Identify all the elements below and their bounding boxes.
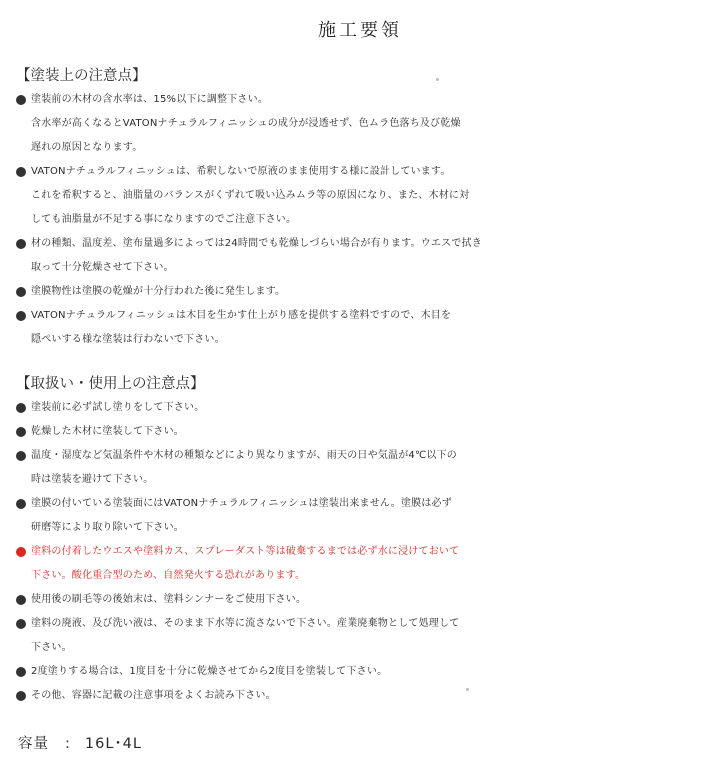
bullet-icon xyxy=(16,95,26,105)
painting-notes-list xyxy=(16,88,712,352)
page-title: 施工要領 xyxy=(318,20,402,41)
item-text: 含水率が高くなるとVATONナチュラルフィニッシュの成分が浸透せず、色ムラ色落ち及び乾燥 xyxy=(31,118,461,129)
list-item xyxy=(16,88,712,160)
item-text: 温度・湿度など気温条件や木材の種類などにより異なりますが、雨天の日や気温が4℃以下の xyxy=(31,450,457,461)
section-heading: 【塗装上の注意点】 xyxy=(16,68,147,84)
list-item xyxy=(16,684,712,708)
item-text: VATONナチュラルフィニッシュは、希釈しないで原液のまま使用する様に設計しています。 xyxy=(31,166,451,177)
bullet-icon xyxy=(16,451,26,461)
item-text: 乾燥した木材に塗装して下さい。 xyxy=(31,426,184,437)
list-item xyxy=(16,280,712,304)
item-text: 塗膜の付いている塗装面にはVATONナチュラルフィニッシュは塗装出来ません。塗膜は必ず xyxy=(31,498,452,509)
capacity-line xyxy=(18,732,142,753)
item-text: 塗料の廃液、及び洗い液は、そのまま下水等に流さないで下さい。産業廃棄物として処理して xyxy=(31,618,460,629)
item-text: VATONナチュラルフィニッシュは木目を生かす仕上がり感を提供する塗料ですので、木目を xyxy=(31,310,452,321)
bullet-icon xyxy=(16,667,26,677)
list-item xyxy=(16,420,712,444)
list-item xyxy=(16,660,712,684)
bullet-icon xyxy=(16,311,26,321)
handling-notes-list xyxy=(16,396,712,708)
bullet-icon xyxy=(16,239,26,249)
item-text: しても油脂量が不足する事になりますのでご注意下さい。 xyxy=(31,214,297,225)
fire-warning-item xyxy=(16,540,712,588)
list-item xyxy=(16,492,712,540)
item-text: 時は塗装を避けて下さい。 xyxy=(31,474,154,485)
warning-text: 下さい。酸化重合型のため、自然発火する恐れがあります。 xyxy=(31,570,306,581)
scan-speck xyxy=(466,688,469,691)
item-text: 隠ぺいする様な塗装は行わないで下さい。 xyxy=(31,334,225,345)
list-item xyxy=(16,588,712,612)
bullet-icon xyxy=(16,427,26,437)
item-text: 塗装前の木材の含水率は、15%以下に調整下さい。 xyxy=(31,94,269,105)
warning-bullet-icon xyxy=(16,547,26,557)
warning-text: 塗料の付着したウエスや塗料カス、スプレーダスト等は破棄するまでは必ず水に浸けておいて xyxy=(31,546,460,557)
item-text: その他、容器に記載の注意事項をよくお読み下さい。 xyxy=(31,690,276,701)
bullet-icon xyxy=(16,167,26,177)
item-text: 材の種類、温度差、塗布量過多によっては24時間でも乾燥しづらい場合が有ります。ウエスで拭き xyxy=(31,238,482,249)
bullet-icon xyxy=(16,287,26,297)
item-text: 2度塗りする場合は、1度目を十分に乾燥させてから2度目を塗装して下さい。 xyxy=(31,666,388,677)
section-heading: 【取扱い・使用上の注意点】 xyxy=(16,376,205,392)
item-text: 取って十分乾燥させて下さい。 xyxy=(31,262,174,273)
capacity-separator: : xyxy=(65,736,71,752)
handling-notes-section xyxy=(16,372,712,708)
bullet-icon xyxy=(16,403,26,413)
item-text: 塗膜物性は塗膜の乾燥が十分行われた後に発生します。 xyxy=(31,286,286,297)
bullet-icon xyxy=(16,595,26,605)
capacity-value: 16L･4L xyxy=(84,736,142,752)
list-item xyxy=(16,304,712,352)
list-item xyxy=(16,160,712,232)
scan-speck xyxy=(436,78,439,81)
item-text: これを希釈すると、油脂量のバランスがくずれて吸い込みムラ等の原因になり、また、木材に対 xyxy=(31,190,470,201)
item-text: 遅れの原因となります。 xyxy=(31,142,143,153)
list-item xyxy=(16,396,712,420)
list-item xyxy=(16,232,712,280)
bullet-icon xyxy=(16,691,26,701)
item-text: 使用後の刷毛等の後始末は、塗料シンナーをご使用下さい。 xyxy=(31,594,307,605)
list-item xyxy=(16,612,712,660)
bullet-icon xyxy=(16,499,26,509)
list-item xyxy=(16,444,712,492)
item-text: 塗装前に必ず試し塗りをして下さい。 xyxy=(31,402,205,413)
capacity-label: 容量 xyxy=(18,736,49,752)
item-text: 下さい。 xyxy=(31,642,72,653)
item-text: 研磨等により取り除いて下さい。 xyxy=(31,522,184,533)
bullet-icon xyxy=(16,619,26,629)
painting-notes-section xyxy=(16,64,712,352)
